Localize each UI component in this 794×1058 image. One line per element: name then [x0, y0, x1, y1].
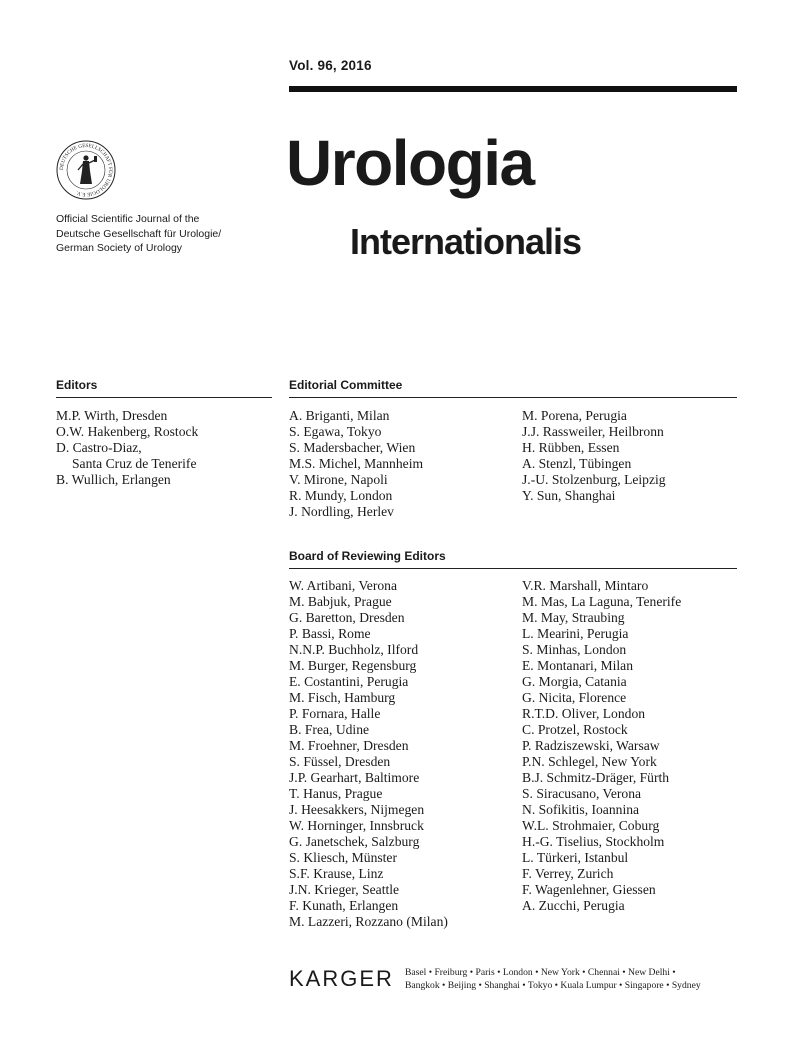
editorial-committee-heading: Editorial Committee	[289, 378, 403, 392]
society-description	[56, 212, 266, 256]
list-item: M.P. Wirth, Dresden	[56, 408, 168, 423]
list-item: M. Fisch, Hamburg	[289, 690, 396, 705]
list-item: S. Egawa, Tokyo	[289, 424, 382, 439]
karger-logo: KARGER	[289, 966, 394, 991]
list-item: A. Stenzl, Tübingen	[522, 456, 632, 471]
society-description-line: Official Scientific Journal of the	[56, 213, 200, 225]
list-item: M. May, Straubing	[522, 610, 625, 625]
list-item: P.N. Schlegel, New York	[522, 754, 657, 769]
society-description-line: Deutsche Gesellschaft für Urologie/	[56, 227, 222, 240]
list-item: L. Türkeri, Istanbul	[522, 850, 629, 865]
list-item: S. Füssel, Dresden	[289, 754, 391, 769]
list-item: M. Babjuk, Prague	[289, 594, 392, 609]
editors-rule	[56, 397, 272, 398]
list-item: J. Heesakkers, Nijmegen	[289, 802, 425, 817]
list-item: C. Protzel, Rostock	[522, 722, 628, 737]
list-item: F. Wagenlehner, Giessen	[522, 882, 656, 897]
list-item: L. Mearini, Perugia	[522, 626, 629, 641]
list-item: S. Minhas, London	[522, 642, 627, 657]
list-item: M. Burger, Regensburg	[289, 658, 417, 673]
society-description-line: German Society of Urology	[56, 242, 183, 254]
editors-list	[56, 408, 198, 488]
list-item: J.P. Gearhart, Baltimore	[289, 770, 420, 785]
list-item: G. Morgia, Catania	[522, 674, 627, 689]
list-item: S. Kliesch, Münster	[289, 850, 397, 865]
list-item: G. Nicita, Florence	[522, 690, 627, 705]
publisher-cities	[405, 967, 701, 992]
list-item: F. Verrey, Zurich	[522, 866, 614, 881]
list-item: H. Rübben, Essen	[522, 440, 620, 455]
board-col2	[522, 578, 681, 914]
list-item: A. Zucchi, Perugia	[522, 898, 625, 913]
list-item: M. Lazzeri, Rozzano (Milan)	[289, 914, 448, 929]
list-item: B. Frea, Udine	[289, 722, 370, 737]
list-item: R.T.D. Oliver, London	[522, 706, 646, 721]
list-item: D. Castro-Diaz,	[56, 440, 142, 455]
list-item: S. Madersbacher, Wien	[289, 440, 416, 455]
board-rule	[289, 568, 737, 569]
list-item: Y. Sun, Shanghai	[522, 488, 616, 503]
list-item: W.L. Strohmaier, Coburg	[522, 818, 660, 833]
top-rule	[289, 86, 737, 92]
list-item: P. Bassi, Rome	[289, 626, 371, 641]
list-item: E. Costantini, Perugia	[289, 674, 409, 689]
list-item: G. Janetschek, Salzburg	[289, 834, 420, 849]
list-item: M. Froehner, Dresden	[289, 738, 409, 753]
editorial-committee-col2	[522, 408, 666, 504]
list-item: M. Porena, Perugia	[522, 408, 627, 423]
list-item: M. Mas, La Laguna, Tenerife	[522, 594, 682, 609]
list-item: J.N. Krieger, Seattle	[289, 882, 400, 897]
society-seal-icon	[56, 140, 116, 200]
list-item: F. Kunath, Erlangen	[289, 898, 399, 913]
list-item: J.J. Rassweiler, Heilbronn	[522, 424, 664, 439]
list-item: N.N.P. Buchholz, Ilford	[289, 642, 419, 657]
editorial-committee-rule	[289, 397, 737, 398]
list-item: T. Hanus, Prague	[289, 786, 383, 801]
list-item: S. Siracusano, Verona	[522, 786, 642, 801]
list-item: W. Artibani, Verona	[289, 578, 397, 593]
list-item: B. Wullich, Erlangen	[56, 472, 171, 487]
list-item: E. Montanari, Milan	[522, 658, 633, 673]
list-item: B.J. Schmitz-Dräger, Fürth	[522, 770, 670, 785]
list-item: H.-G. Tiselius, Stockholm	[522, 834, 665, 849]
list-item: O.W. Hakenberg, Rostock	[56, 424, 199, 439]
list-item: A. Briganti, Milan	[289, 408, 390, 423]
list-item: V. Mirone, Napoli	[289, 472, 388, 487]
list-item: M.S. Michel, Mannheim	[289, 456, 424, 471]
publisher-cities-line: Basel • Freiburg • Paris • London • New York • Chennai • New Delhi •	[405, 967, 676, 978]
journal-title: Urologia	[286, 127, 534, 199]
list-item: N. Sofikitis, Ioannina	[522, 802, 640, 817]
board-col1	[289, 578, 448, 930]
list-item: P. Fornara, Halle	[289, 706, 381, 721]
list-item: P. Radziszewski, Warsaw	[522, 738, 660, 753]
editors-heading: Editors	[56, 378, 98, 392]
list-item: Santa Cruz de Tenerife	[72, 456, 197, 471]
list-item: G. Baretton, Dresden	[289, 610, 405, 625]
list-item: S.F. Krause, Linz	[289, 866, 384, 881]
list-item: J. Nordling, Herlev	[289, 504, 394, 519]
list-item: J.-U. Stolzenburg, Leipzig	[522, 472, 666, 487]
list-item: V.R. Marshall, Mintaro	[522, 578, 649, 593]
seal-text: DEUTSCHE GESELLSCHAFT FÜR UROLOGIE E.V.	[58, 142, 114, 198]
editorial-committee-col1	[289, 408, 423, 520]
list-item: W. Horninger, Innsbruck	[289, 818, 424, 833]
volume-label: Vol. 96, 2016	[289, 58, 372, 73]
journal-subtitle: Internationalis	[350, 221, 582, 262]
publisher-cities-line: Bangkok • Beijing • Shanghai • Tokyo • Kuala Lumpur • Singapore • Sydney	[405, 979, 701, 991]
board-heading: Board of Reviewing Editors	[289, 549, 446, 563]
list-item: R. Mundy, London	[289, 488, 393, 503]
